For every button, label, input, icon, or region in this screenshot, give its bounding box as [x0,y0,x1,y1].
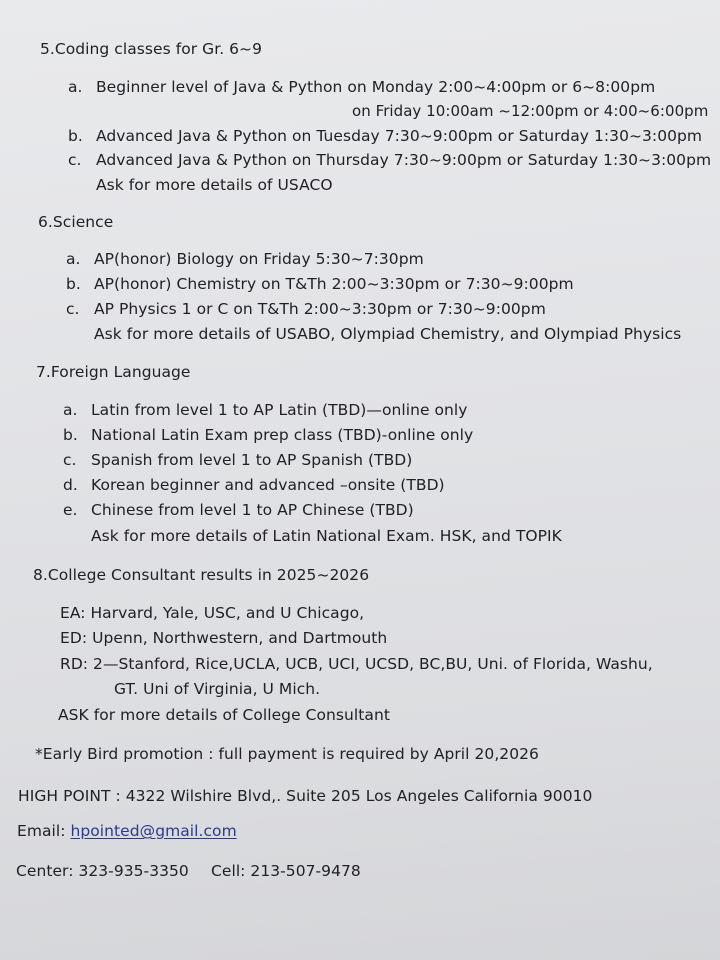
coding-item-a: Beginner level of Java & Python on Monday 2:00~4:00pm or 6~8:00pm [96,78,656,96]
science-item-a-marker: a. [66,250,81,268]
coding-note: Ask for more details of USACO [96,176,333,194]
science-item-b: AP(honor) Chemistry on T&Th 2:00~3:30pm or 7:30~9:00pm [94,275,574,293]
language-item-b-marker: b. [63,426,78,444]
language-item-a-marker: a. [63,401,78,419]
language-item-e: Chinese from level 1 to AP Chinese (TBD) [91,501,414,519]
science-item-b-marker: b. [66,275,81,293]
language-item-d-marker: d. [63,476,78,494]
address: HIGH POINT : 4322 Wilshire Blvd,. Suite 205 Los Angeles California 90010 [18,787,593,805]
coding-item-a-marker: a. [68,78,83,96]
language-item-a: Latin from level 1 to AP Latin (TBD)—online only [91,401,468,419]
science-item-a: AP(honor) Biology on Friday 5:30~7:30pm [94,250,424,268]
coding-item-b: Advanced Java & Python on Tuesday 7:30~9:00pm or Saturday 1:30~3:00pm [96,127,703,145]
email-label: Email: [17,822,66,840]
science-heading: 6.Science [38,213,114,231]
science-note: Ask for more details of USABO, Olympiad Chemistry, and Olympiad Physics [94,325,682,343]
coding-item-c: Advanced Java & Python on Thursday 7:30~9:00pm or Saturday 1:30~3:00pm [96,151,712,169]
coding-item-b-marker: b. [68,127,83,145]
email-link[interactable]: hpointed@gmail.com [70,822,237,840]
cell-phone: Cell: 213-507-9478 [211,862,361,880]
college-ea: EA: Harvard, Yale, USC, and U Chicago, [60,604,365,622]
college-rd-line2: GT. Uni of Virginia, U Mich. [114,680,321,698]
coding-item-c-marker: c. [68,151,82,169]
science-item-c: AP Physics 1 or C on T&Th 2:00~3:30pm or 7:30~9:00pm [94,300,546,318]
promo-note: *Early Bird promotion : full payment is required by April 20,2026 [35,745,539,763]
college-heading: 8.College Consultant results in 2025~2026 [33,566,370,584]
center-phone: Center: 323-935-3350 [16,862,189,880]
college-ed: ED: Upenn, Northwestern, and Dartmouth [60,629,388,647]
coding-item-a-cont: on Friday 10:00am ~12:00pm or 4:00~6:00pm [352,102,709,120]
coding-heading: 5.Coding classes for Gr. 6~9 [40,40,263,58]
language-item-b: National Latin Exam prep class (TBD)-online only [91,426,474,444]
language-item-c-marker: c. [63,451,77,469]
college-note: ASK for more details of College Consultant [58,706,390,724]
language-item-d: Korean beginner and advanced –onsite (TBD) [91,476,445,494]
language-heading: 7.Foreign Language [36,363,191,381]
language-item-c: Spanish from level 1 to AP Spanish (TBD) [91,451,413,469]
email-row [17,821,237,841]
language-item-e-marker: e. [63,501,78,519]
science-item-c-marker: c. [66,300,80,318]
college-rd-line1: RD: 2—Stanford, Rice,UCLA, UCB, UCI, UCSD, BC,BU, Uni. of Florida, Washu, [60,655,653,673]
language-note: Ask for more details of Latin National Exam. HSK, and TOPIK [91,527,562,545]
